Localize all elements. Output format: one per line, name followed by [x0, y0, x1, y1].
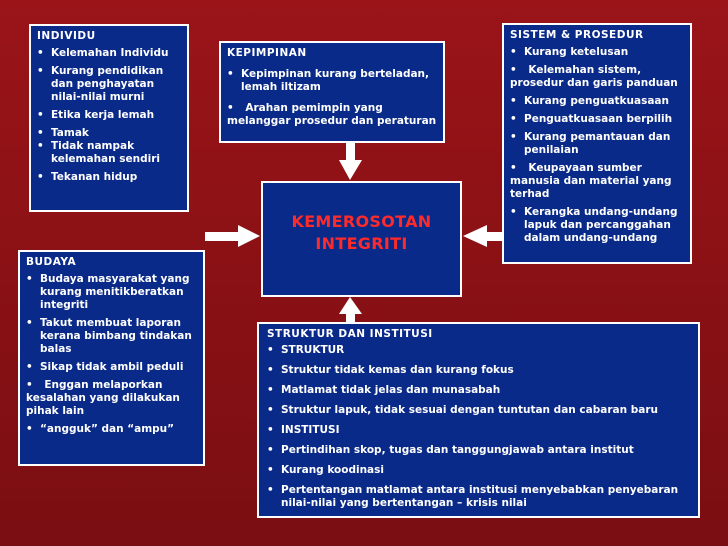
list-item: • Etika kerja lemah — [37, 109, 181, 122]
list-item: • “angguk” dan “ampu” — [26, 423, 197, 436]
list-item: • Budaya masyarakat yang kurang menitikberatkan integriti — [26, 273, 197, 312]
list-item-first: Kelemahan sistem, — [528, 64, 642, 76]
list-item: • Penguatkuasaan berpilih — [510, 113, 684, 126]
list-item: • Struktur tidak kemas dan kurang fokus — [267, 364, 690, 377]
list-item — [227, 102, 437, 128]
list-item: • Kurang penguatkuasaan — [510, 95, 684, 108]
list-item: • Pertentangan matlamat antara institusi menyebabkan penyebaran nilai-nilai yang bertentangan – krisis nilai — [267, 484, 690, 510]
list-item: • Kurang pemantauan dan penilaian — [510, 131, 684, 157]
list-item-rest: prosedur dan garis panduan — [510, 77, 678, 89]
budaya-list — [26, 273, 197, 436]
center-box — [261, 181, 462, 297]
kepimpinan-box — [219, 41, 445, 143]
list-item: • Kepimpinan kurang berteladan, lemah iltizam — [227, 68, 437, 94]
arrow-bottom — [339, 297, 362, 322]
list-item — [510, 64, 684, 90]
budaya-title: BUDAYA — [26, 256, 77, 268]
individu-list — [37, 47, 181, 184]
kepimpinan-title: KEPIMPINAN — [227, 47, 307, 59]
list-item: • Struktur lapuk, tidak sesuai dengan tuntutan dan cabaran baru — [267, 404, 690, 417]
budaya-box — [18, 250, 205, 466]
list-item: • Tidak nampak kelemahan sendiri — [37, 140, 181, 166]
list-item: • Kurang ketelusan — [510, 46, 684, 59]
struktur-box — [257, 322, 700, 518]
arrow-top — [339, 143, 362, 180]
sistem-title: SISTEM & PROSEDUR — [510, 29, 644, 41]
list-item: • Kurang koodinasi — [267, 464, 690, 477]
struktur-list — [267, 344, 690, 510]
list-item-first: Arahan pemimpin yang — [245, 102, 383, 114]
list-item: • INSTITUSI — [267, 424, 690, 437]
list-item: • Kerangka undang-undang lapuk dan percanggahan dalam undang-undang — [510, 206, 684, 245]
list-item: • Matlamat tidak jelas dan munasabah — [267, 384, 690, 397]
list-item-first: Keupayaan sumber — [528, 162, 642, 174]
list-item: • Tamak — [37, 127, 181, 140]
list-item-first: Enggan melaporkan — [44, 379, 163, 391]
list-item-rest: kesalahan yang dilakukan pihak lain — [26, 392, 180, 417]
list-item: • STRUKTUR — [267, 344, 690, 357]
list-item-rest: manusia dan material yang terhad — [510, 175, 672, 200]
list-item: • Kurang pendidikan dan penghayatan nilai-nilai murni — [37, 65, 181, 104]
list-item — [26, 379, 197, 418]
individu-title: INDIVIDU — [37, 30, 96, 42]
list-item: • Tekanan hidup — [37, 171, 181, 184]
arrow-left — [205, 225, 260, 247]
list-item: • Kelemahan Individu — [37, 47, 181, 60]
list-item: • Pertindihan skop, tugas dan tanggungjawab antara institut — [267, 444, 690, 457]
list-item: • Sikap tidak ambil peduli — [26, 361, 197, 374]
sistem-box — [502, 23, 692, 264]
sistem-list — [510, 46, 684, 245]
kepimpinan-list — [227, 68, 437, 128]
list-item — [510, 162, 684, 201]
list-item: • Takut membuat laporan kerana bimbang tindakan balas — [26, 317, 197, 356]
center-title: KEMEROSOTAN INTEGRITI — [291, 212, 432, 253]
list-item-rest: melanggar prosedur dan peraturan — [227, 115, 437, 127]
struktur-title: STRUKTUR DAN INSTITUSI — [267, 328, 433, 340]
arrow-right — [463, 225, 503, 247]
individu-box — [29, 24, 189, 212]
